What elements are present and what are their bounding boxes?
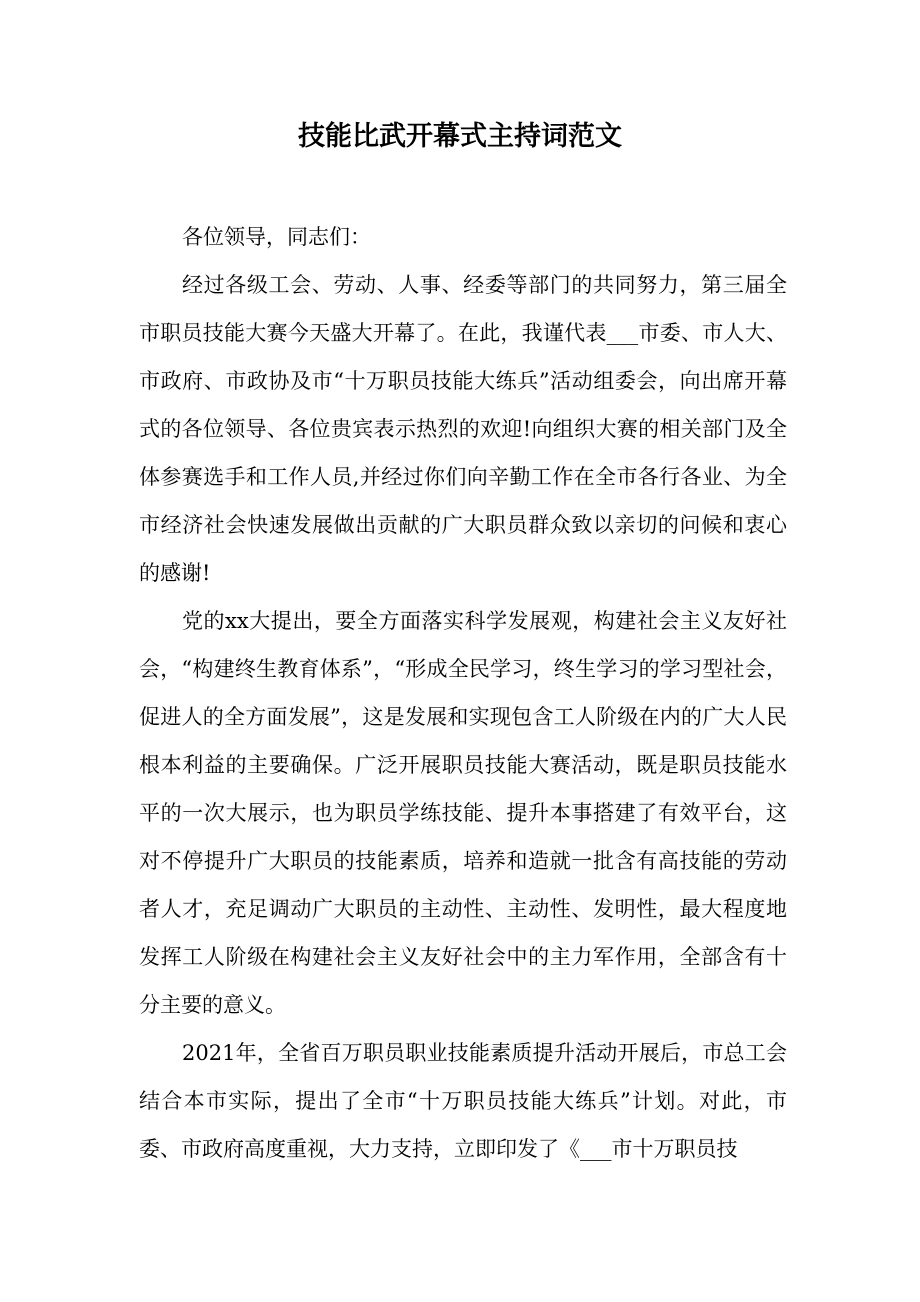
paragraph-significance: 党的xx大提出，要全方面落实科学发展观，构建社会主义友好社会，“构建终生教育体系”，“形成全民学习，终生学习的学习型社会，促进人的全方面发展”，这是发展和实现包含工人阶级在内的广大人民根本利益的主要确保。广泛开展职员技能大赛活动，既是职员技能水平的一次大展示，也为职员学练技能、提升本事搭建了有效平台，这对不停提升广大职员的技能素质，培养和造就一批含有高技能的劳动者人才，充足调动广大职员的主动性、主动性、发明性，最大程度地发挥工人阶级在构建社会主义友好社会中的主力军作用，全部含有十分主要的意义。 [139, 609, 787, 1017]
document-body [139, 213, 787, 1173]
paragraph-opening: 经过各级工会、劳动、人事、经委等部门的共同努力，第三届全市职员技能大赛今天盛大开幕了。在此，我谨代表___市委、市人大、市政府、市政协及市“十万职员技能大练兵”活动组委会，向出席开幕式的各位领导、各位贵宾表示热烈的欢迎!向组织大赛的相关部门及全体参赛选手和工作人员,并经过你们向辛勤工作在全市各行各业、为全市经济社会快速发展做出贡献的广大职员群众致以亲切的问候和衷心的感谢! [139, 273, 787, 585]
document-title: 技能比武开幕式主持词范文 [298, 121, 622, 152]
paragraph-salutation: 各位领导，同志们： [182, 225, 371, 249]
paragraph-background: 2021年，全省百万职员职业技能素质提升活动开展后，市总工会结合本市实际，提出了全市“十万职员技能大练兵”计划。对此，市委、市政府高度重视，大力支持，立即印发了《___市十万职员技 [139, 1041, 787, 1161]
